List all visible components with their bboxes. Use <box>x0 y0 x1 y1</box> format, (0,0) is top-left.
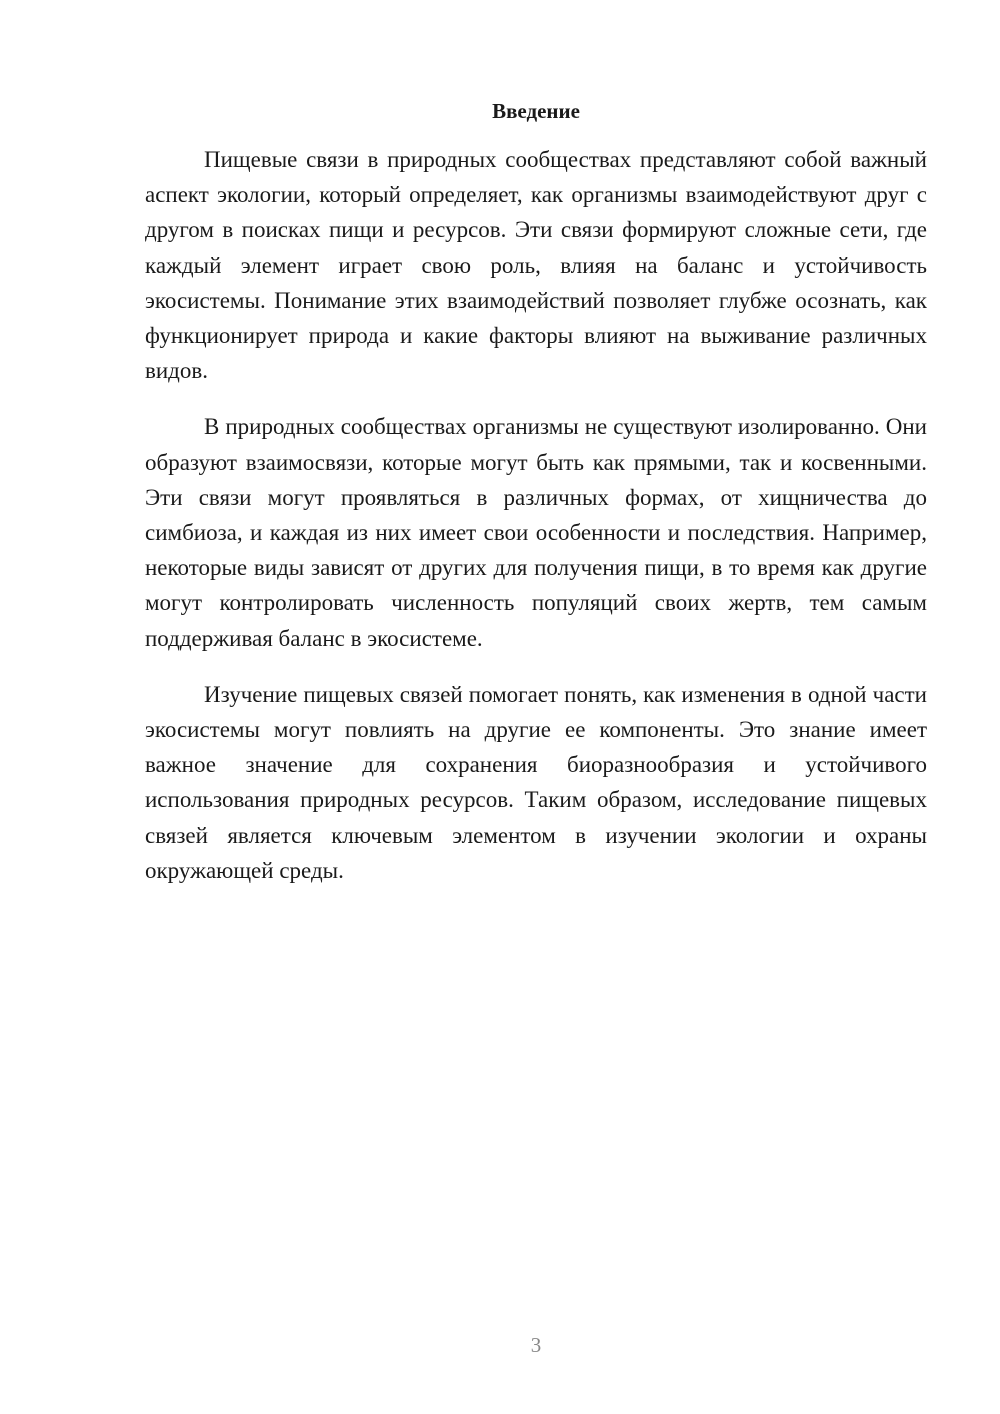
page-title: Введение <box>492 99 580 123</box>
page-number: 3 <box>530 1333 542 1357</box>
paragraph-1: Пищевые связи в природных сообществах представляют собой важный аспект экологии, который определяет, как организмы взаимодействуют друг с другом в поисках пищи и ресурсов. Эти связи формируют сложные сети, где каждый элемент играет свою роль, влияя на баланс и устойчивость экосистемы. Понимание этих взаимодействий позволяет глубже осознать, как функционирует природа и какие факторы влияют на выживание различных видов. <box>145 147 927 384</box>
paragraph-3: Изучение пищевых связей помогает понять, как изменения в одной части экосистемы могут повлиять на другие ее компоненты. Это знание имеет важное значение для сохранения биоразнообразия и устойчивого использования природных ресурсов. Таким образом, исследование пищевых связей является ключевым элементом в изучении экологии и охраны окружающей среды. <box>145 681 927 883</box>
body-text <box>145 142 927 909</box>
paragraph-2: В природных сообществах организмы не существуют изолированно. Они образуют взаимосвязи, которые могут быть как прямыми, так и косвенными. Эти связи могут проявляться в различных формах, от хищничества до симбиоза, и каждая из них имеет свои особенности и последствия. Например, некоторые виды зависят от других для получения пищи, в то время как другие могут контролировать численность популяций своих жертв, тем самым поддерживая баланс в экосистеме. <box>145 414 927 651</box>
